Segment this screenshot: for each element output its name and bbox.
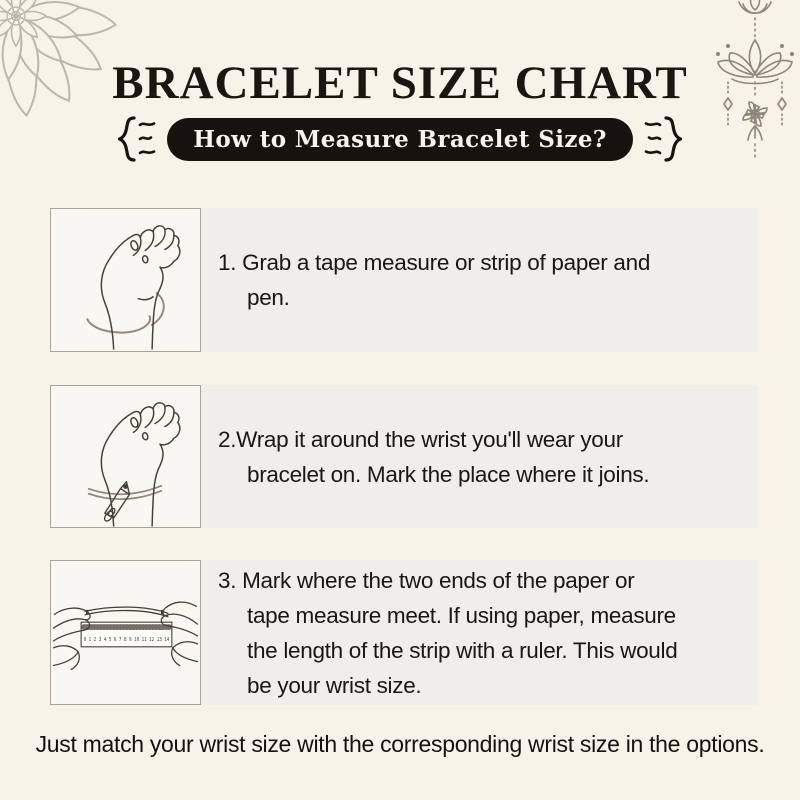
step-1-line-1: 1. Grab a tape measure or strip of paper and bbox=[218, 250, 651, 275]
step-2-line-2: bracelet on. Mark the place where it joins. bbox=[247, 461, 650, 487]
step-3-line-4: be your wrist size. bbox=[247, 672, 422, 698]
curly-flourish-right-icon bbox=[642, 114, 682, 164]
step-1-panel bbox=[50, 208, 757, 352]
curly-flourish-left-icon bbox=[118, 114, 158, 164]
step-1-line-2: pen. bbox=[247, 285, 290, 310]
step-2-panel bbox=[50, 385, 757, 528]
step-2-figure-box bbox=[50, 385, 201, 528]
badge-row bbox=[0, 116, 800, 162]
hand-with-tape-loop-illustration bbox=[51, 210, 200, 350]
step-2-line-1: 2.Wrap it around the wrist you'll wear your bbox=[218, 426, 623, 452]
step-3-line-3: the length of the strip with a ruler. This would bbox=[247, 637, 678, 663]
step-1-text bbox=[201, 208, 757, 352]
step-3-line-1: 3. Mark where the two ends of the paper or bbox=[218, 567, 635, 593]
hand-with-pen-marking-wrist-illustration bbox=[51, 387, 200, 527]
step-3-figure-box bbox=[50, 560, 201, 705]
footer-note: Just match your wrist size with the corresponding wrist size in the options. bbox=[35, 731, 765, 757]
page-title: BRACELET SIZE CHART bbox=[112, 57, 688, 109]
step-3-text bbox=[201, 560, 757, 705]
step-3-panel bbox=[50, 560, 757, 705]
step-1-figure-box bbox=[50, 208, 201, 352]
subtitle-badge: How to Measure Bracelet Size? bbox=[167, 118, 633, 161]
ruler-numbers: 0 1 2 3 4 5 6 7 8 9 10 11 12 13 14 bbox=[83, 636, 170, 643]
step-2-text bbox=[201, 385, 757, 528]
hands-holding-strip-over-ruler-illustration bbox=[51, 563, 200, 703]
step-3-line-2: tape measure meet. If using paper, measure bbox=[247, 602, 676, 628]
